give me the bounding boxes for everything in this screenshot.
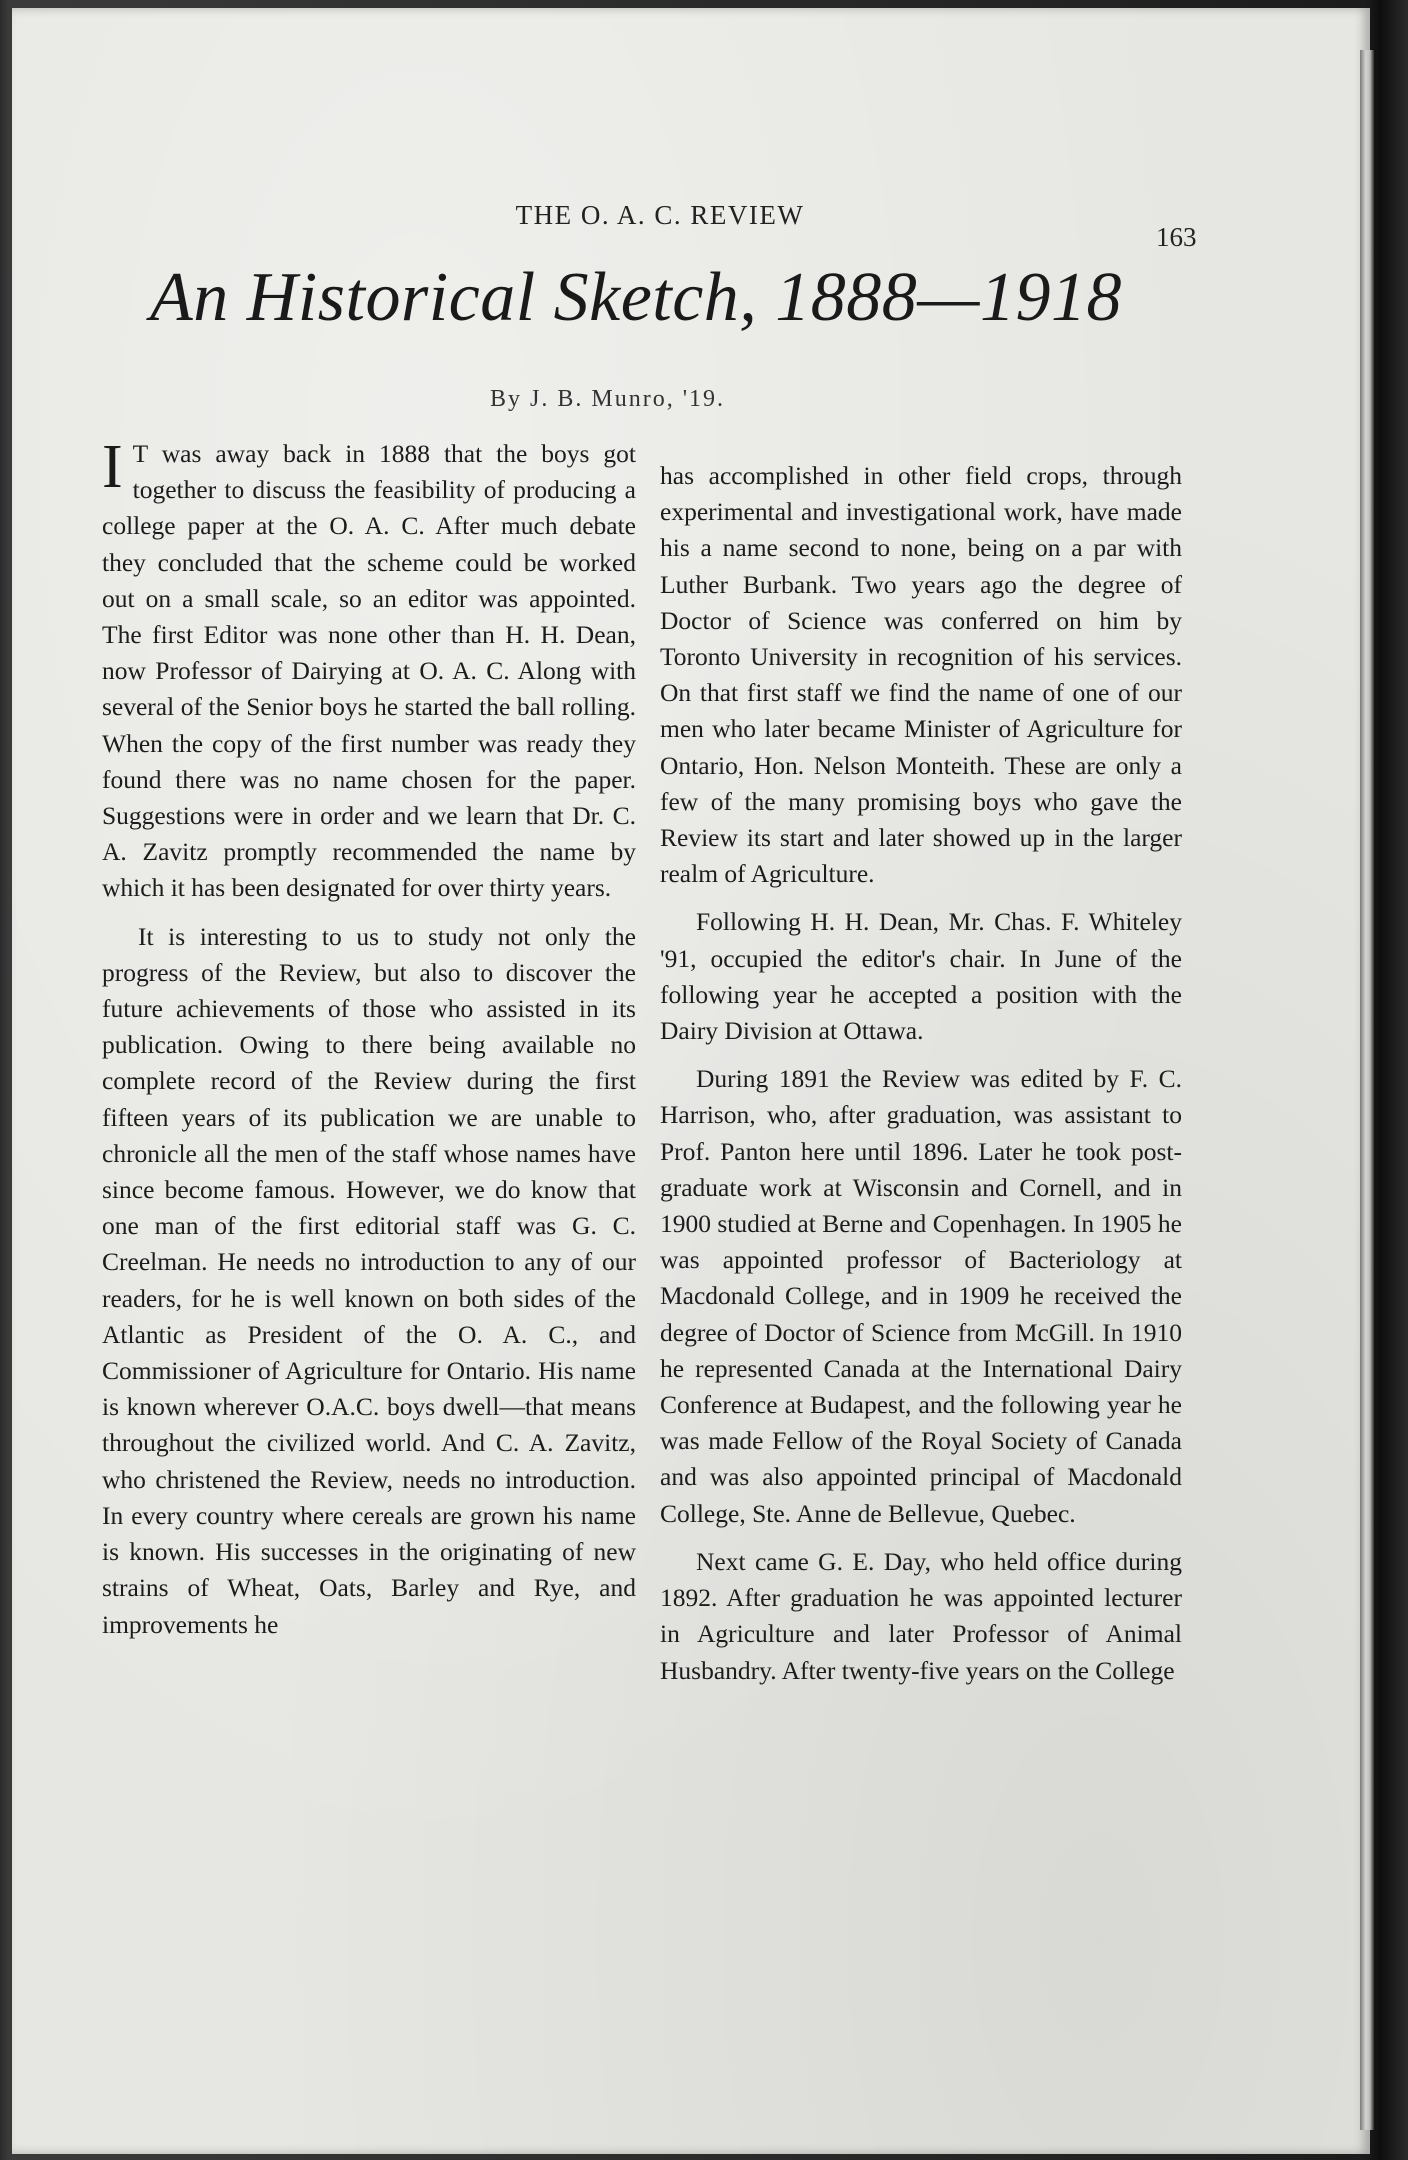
paragraph: Following H. H. Dean, Mr. Chas. F. Whiteley '91, occupied the editor's chair. In June of the following year he accepted a position with the Dairy Division at Ottawa. <box>660 907 1182 1046</box>
left-column <box>102 433 636 1655</box>
right-column <box>660 458 1182 1701</box>
article-byline: By J. B. Munro, '19. <box>490 386 726 412</box>
page-number: 163 <box>1156 222 1197 252</box>
drop-cap: I <box>102 433 123 501</box>
running-head: THE O. A. C. REVIEW <box>515 200 805 230</box>
paragraph: Next came G. E. Day, who held office during 1892. After graduation he was appointed lecturer in Agriculture and later Professor of Animal Husbandry. After twenty-five years on the College <box>660 1546 1182 1685</box>
paragraph: During 1891 the Review was edited by F. C. Harrison, who, after graduation, was assistant to Prof. Panton here until 1896. Later he took post-graduate work at Wisconsin and Cornell, and in 1900 studied at Berne and Copenhagen. In 1905 he was appointed professor of Bacteriology at Macdonald College, and in 1909 he received the degree of Doctor of Science from McGill. In 1910 he represented Canada at the International Dairy Conference at Budapest, and the following year he was made Fellow of the Royal Society of Canada and was also appointed principal of Macdonald College, Ste. Anne de Bellevue, Quebec. <box>660 1064 1182 1528</box>
article-title: An Historical Sketch, 1888—1918 <box>150 259 1123 336</box>
paragraph <box>102 433 636 907</box>
paragraph-text: T was away back in 1888 that the boys got together to discuss the feasibility of producing a college paper at the O. A. C. After much debate they concluded that the scheme could be worked out on a small scale, so an editor was appointed. The first Editor was none other than H. H. Dean, now Professor of Dairying at O. A. C. Along with several of the Senior boys he started the ball rolling. When the copy of the first number was ready they found there was no name chosen for the paper. Suggestions were in order and we learn that Dr. C. A. Zavitz promptly recommended the name by which it has been designated for over thirty years. <box>102 439 636 903</box>
paragraph: It is interesting to us to study not only the progress of the Review, but also to discover the future achievements of those who assisted in its publication. Owing to there being available no complete record of the Review during the first fifteen years of its publication we are unable to chronicle all the men of the staff whose names have since become famous. However, we do know that one man of the first editorial staff was G. C. Creelman. He needs no introduction to any of our readers, for he is well known on both sides of the Atlantic as President of the O. A. C., and Commissioner of Agriculture for Ontario. His name is known wherever O.A.C. boys dwell—that means throughout the civilized world. And C. A. Zavitz, who christened the Review, needs no introduction. In every country where cereals are grown his name is known. His successes in the originating of new strains of Wheat, Oats, Barley and Rye, and improvements he <box>102 921 636 1639</box>
page-edge <box>1360 50 1374 2130</box>
paragraph: has accomplished in other field crops, through experimental and investigational work, have made his a name second to none, being on a par with Luther Burbank. Two years ago the degree of Doctor of Science was conferred on him by Toronto University in recognition of his services. On that first staff we find the name of one of our men who later became Minister of Agriculture for Ontario, Hon. Nelson Monteith. These are only a few of the many promising boys who gave the Review its start and later showed up in the larger realm of Agriculture. <box>660 461 1182 889</box>
